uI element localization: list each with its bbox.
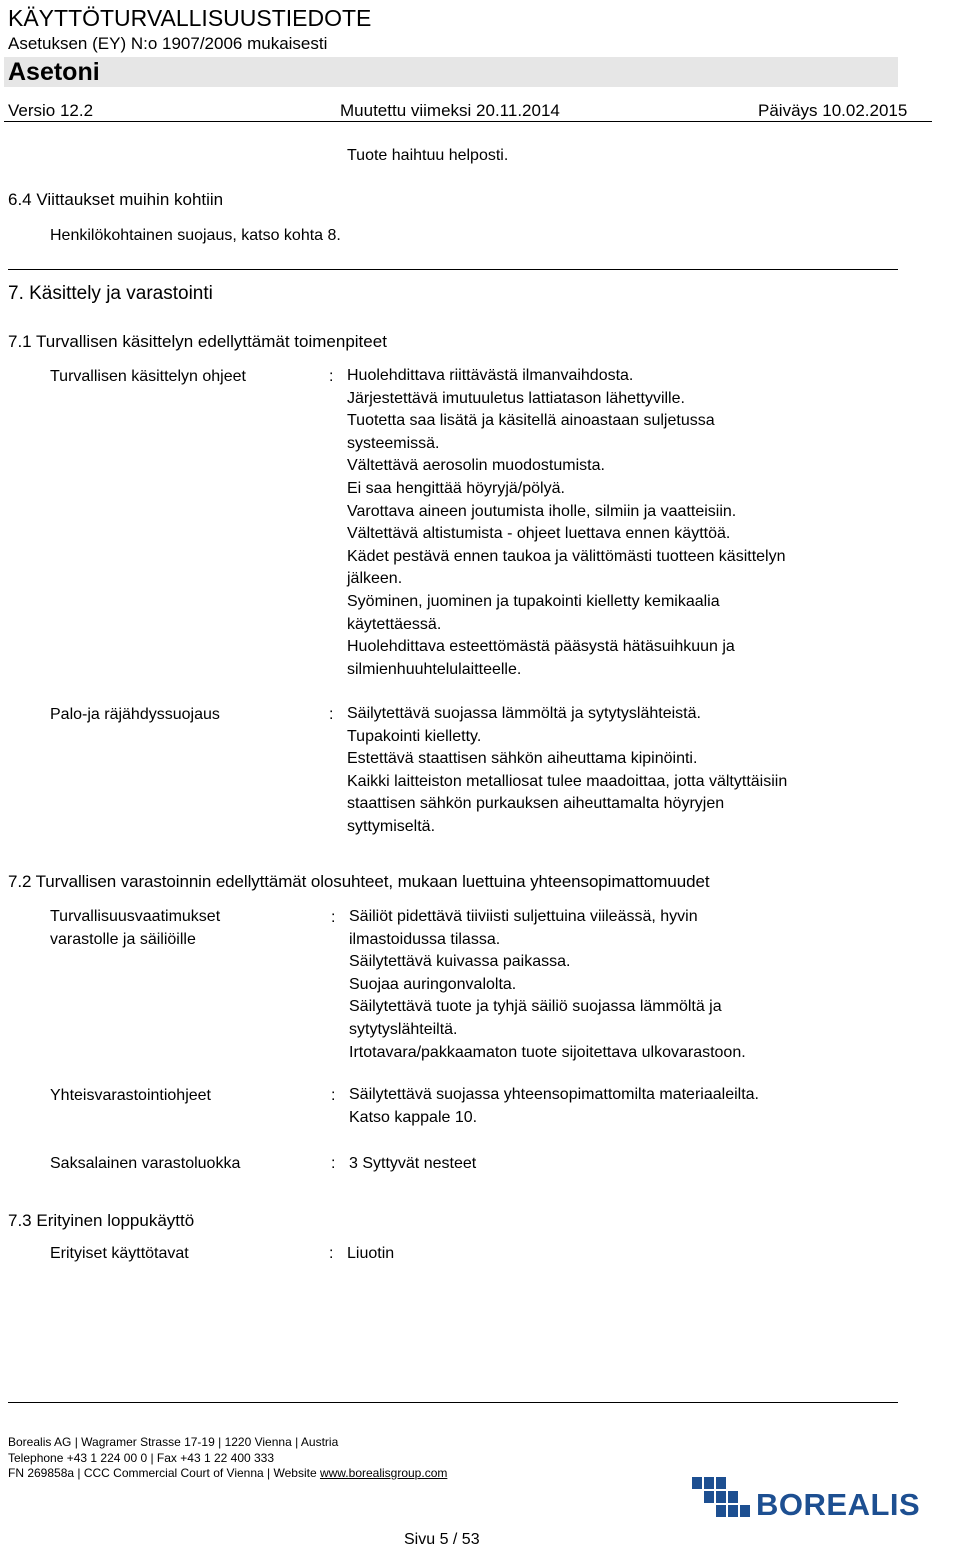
logo-block — [716, 1477, 726, 1489]
storage-colon: : — [331, 909, 336, 926]
website-link[interactable]: www.borealisgroup.com — [319, 1466, 448, 1480]
handling-colon: : — [329, 368, 334, 385]
storage-label-line: varastolle ja säiliöille — [50, 930, 196, 948]
street-address: Wagramer Strasse 17-19 — [81, 1435, 215, 1449]
section-7-3-heading: 7.3 Erityinen loppukäyttö — [8, 1211, 195, 1230]
storage-line: ilmastoidussa tilassa. — [349, 930, 501, 948]
specific-use-value: Liuotin — [347, 1245, 395, 1262]
handling-line: Tuotetta saa lisätä ja käsitellä ainoastaan suljetussa — [347, 412, 715, 430]
storage-class-value: 3 Syttyvät nesteet — [349, 1155, 477, 1172]
logo-text: BOREALIS — [756, 1487, 921, 1522]
logo-block — [704, 1491, 714, 1503]
handling-line: Ei saa hengittää höyryjä/pölyä. — [347, 479, 565, 497]
storage-line: Säilytettävä kuivassa paikassa. — [349, 953, 571, 971]
fire-line: Estettävä staattisen sähkön aiheuttama kipinöinti. — [347, 750, 698, 768]
storage-class-label: Saksalainen varastoluokka — [50, 1155, 241, 1172]
handling-line: Vältettävä altistumista - ohjeet luettava ennen käyttöä. — [347, 525, 731, 543]
footer-address — [8, 1435, 447, 1482]
handling-line: Syöminen, juominen ja tupakointi kielletty kemikaalia — [347, 592, 720, 610]
logo-block — [728, 1505, 738, 1517]
handling-line: systeemissä. — [347, 434, 440, 452]
fire-line: staattisen sähkön purkauksen aiheuttamalta höyryjen — [347, 795, 725, 813]
city: 1220 Vienna — [224, 1435, 292, 1449]
handling-label: Turvallisen käsittelyn ohjeet — [50, 368, 246, 385]
storage-class-colon: : — [331, 1155, 336, 1172]
page-number: Sivu 5 / 53 — [404, 1531, 480, 1548]
section-7-2-heading: 7.2 Turvallisen varastoinnin edellyttämät olosuhteet, mukaan luettuina yhteensopimattomuudet — [8, 872, 710, 891]
handling-line: käytettäessä. — [347, 615, 442, 633]
handling-line: Järjestettävä imutuuletus lattiatason lähettyville. — [347, 389, 685, 407]
logo-block — [704, 1477, 714, 1489]
co-storage-colon: : — [331, 1087, 336, 1104]
borealis-logo — [690, 1475, 956, 1525]
issue-date: Päiväys 10.02.2015 — [758, 101, 908, 120]
footer-line-3: FN 269858a | CCC Commercial Court of Vienna | Website www.borealisgroup.com — [8, 1466, 448, 1480]
logo-block — [716, 1491, 726, 1503]
company-name: Borealis AG — [8, 1435, 72, 1449]
carryover-text: Tuote haihtuu helposti. — [347, 147, 509, 164]
storage-label-line: Turvallisuusvaatimukset — [50, 908, 221, 925]
specific-use-colon: : — [329, 1245, 334, 1262]
co-storage-line: Katso kappale 10. — [349, 1108, 478, 1126]
storage-requirements — [349, 906, 746, 1064]
handling-line: jälkeen. — [347, 570, 403, 588]
handling-instructions — [347, 365, 786, 681]
header-divider — [4, 121, 932, 122]
handling-line: Kädet pestävä ennen taukoa ja välittömästi tuotteen käsittelyn — [347, 547, 786, 565]
co-storage-line: Säilytettävä suojassa yhteensopimattomilta materiaaleilta. — [349, 1086, 759, 1103]
specific-use-label: Erityiset käyttötavat — [50, 1245, 189, 1262]
product-band — [4, 57, 898, 87]
fire-line: Kaikki laitteiston metalliosat tulee maadoittaa, jotta vältyttäisiin — [347, 772, 788, 790]
logo-block — [740, 1505, 750, 1517]
co-storage-instructions — [349, 1084, 759, 1129]
fire-protection-colon: : — [329, 706, 334, 723]
storage-line: sytytyslähteiltä. — [349, 1020, 458, 1038]
fn-number: FN 269858a — [8, 1466, 75, 1480]
handling-line: Huolehdittava riittävästä ilmanvaihdosta. — [347, 367, 634, 384]
footer-line-1: Borealis AG | Wagramer Strasse 17-19 | 1220 Vienna | Austria — [8, 1435, 339, 1449]
handling-line: silmienhuuhtelulaitteelle. — [347, 660, 522, 678]
section-7-1-heading: 7.1 Turvallisen käsittelyn edellyttämät toimenpiteet — [8, 332, 387, 351]
telephone: Telephone +43 1 224 00 0 — [8, 1450, 148, 1465]
fire-line: Tupakointi kielletty. — [347, 727, 482, 745]
footer-line-2: Telephone +43 1 224 00 0 | Fax +43 1 22 400 333 — [8, 1450, 275, 1465]
storage-line: Säiliöt pidettävä tiiviisti suljettuina viileässä, hyvin — [349, 908, 698, 925]
regulation-subtitle: Asetuksen (EY) N:o 1907/2006 mukaisesti — [8, 34, 328, 53]
fire-protection-label: Palo-ja räjähdyssuojaus — [50, 706, 220, 723]
fire-protection-instructions — [347, 703, 787, 839]
fax: Fax +43 1 22 400 333 — [156, 1450, 275, 1465]
modified-date: Muutettu viimeksi 20.11.2014 — [340, 101, 560, 120]
product-name: Asetoni — [8, 58, 100, 86]
country: Austria — [300, 1435, 339, 1449]
website-label: Website — [273, 1466, 317, 1480]
logo-block — [728, 1491, 738, 1503]
storage-line: Suojaa auringonvalolta. — [349, 975, 517, 993]
version-label: Versio 12.2 — [8, 101, 94, 120]
section-6-4-heading: 6.4 Viittaukset muihin kohtiin — [8, 190, 224, 209]
section-7-divider — [8, 269, 898, 270]
section-6-4-text: Henkilökohtainen suojaus, katso kohta 8. — [50, 227, 341, 244]
storage-line: Irtotavara/pakkaamaton tuote sijoitettava ulkovarastoon. — [349, 1043, 746, 1061]
logo-block — [716, 1505, 726, 1517]
handling-line: Varottava aineen joutumista iholle, silmiin ja vaatteisiin. — [347, 502, 737, 520]
storage-line: Säilytettävä tuote ja tyhjä säiliö suojassa lämmöltä ja — [349, 998, 722, 1016]
fire-line: Säilytettävä suojassa lämmöltä ja sytytyslähteistä. — [347, 705, 701, 722]
fire-line: syttymiseltä. — [347, 817, 436, 835]
storage-requirements-label — [50, 906, 220, 951]
handling-line: Vältettävä aerosolin muodostumista. — [347, 457, 605, 475]
commercial-court: CCC Commercial Court of Vienna — [83, 1466, 264, 1480]
handling-line: Huolehdittava esteettömästä pääsystä hätäsuihkuun ja — [347, 638, 735, 656]
co-storage-label: Yhteisvarastointiohjeet — [50, 1087, 211, 1104]
footer-divider — [8, 1402, 898, 1403]
section-7-heading: 7. Käsittely ja varastointi — [8, 283, 213, 304]
document-title: KÄYTTÖTURVALLISUUSTIEDOTE — [8, 5, 372, 31]
logo-block — [692, 1477, 702, 1489]
